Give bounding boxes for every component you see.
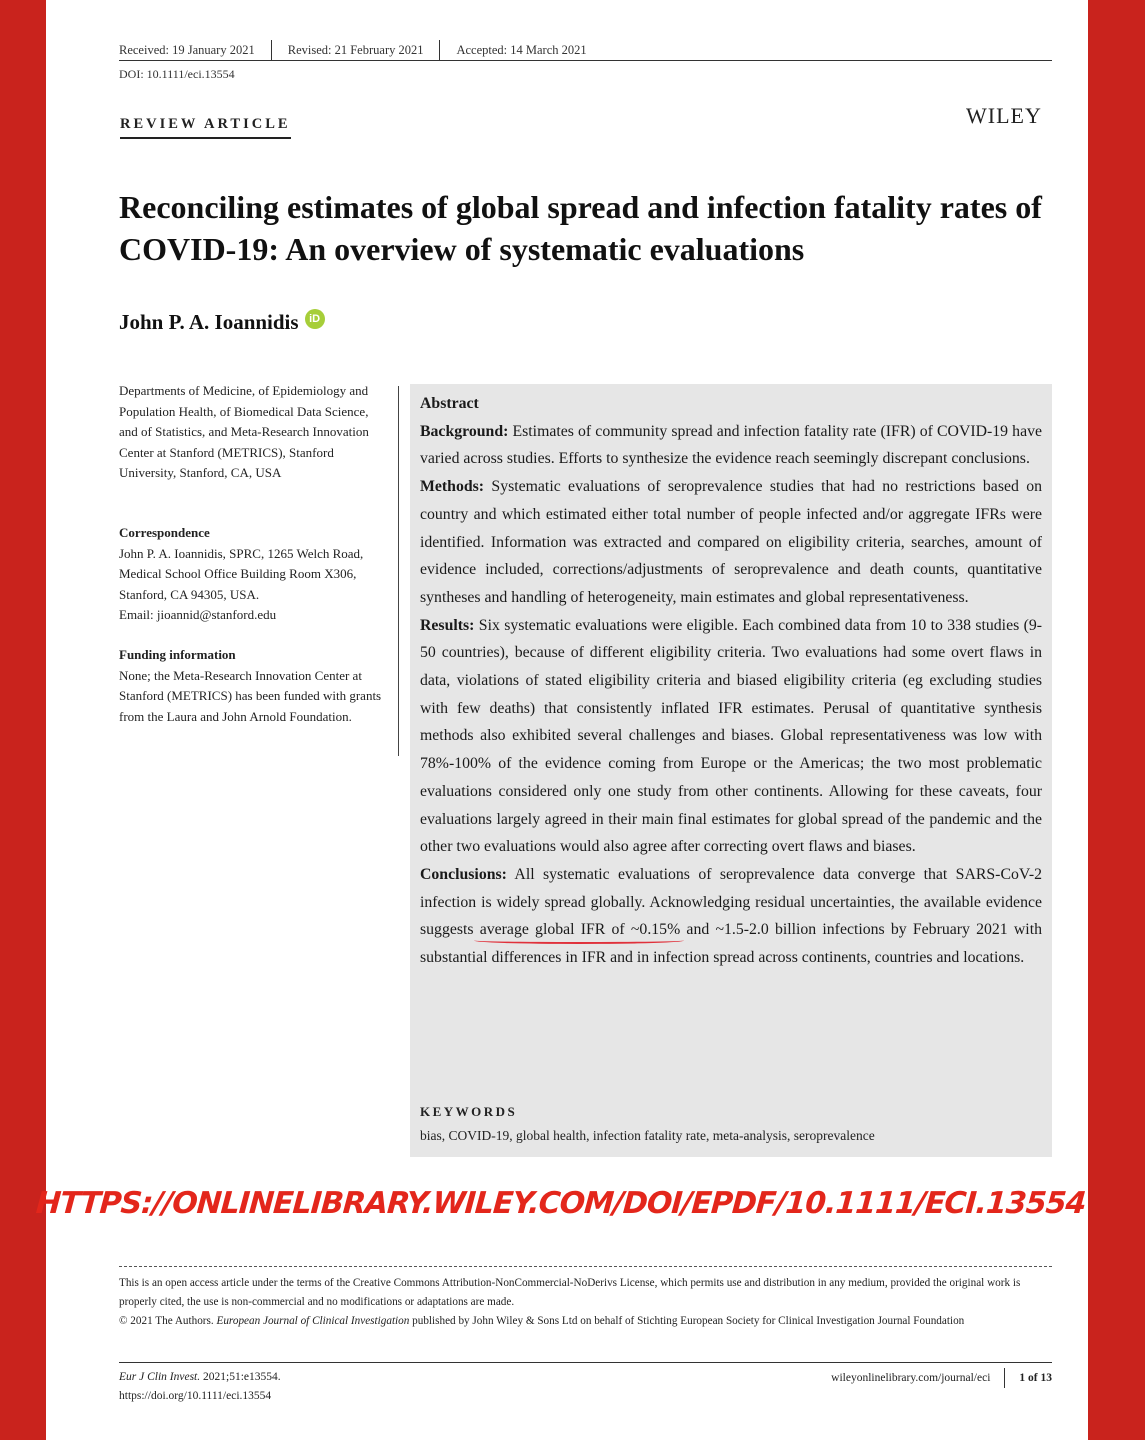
results-text: Six systematic evaluations were eligible. Each combined data from 10 to 338 studies (9-50 countries), because of different eligibility criteria. Two evaluations had some overt flaws in data, violations of stated eligibility criteria and biased eligibility criteria (eg excluding studies with few deaths) that consistently inflated IFR estimates. Perusal of quantitative synthesis methods also exhibited several challenges and biases. Global representativeness was low with 78%-100% of the evidence coming from Europe or the Americas; the two most problematic evaluations considered only one study from other continents. Allowing for these caveats, four evaluations largely agreed in their main final estimates for global spread of the pandemic and the other two evaluations would also agree after correcting overt flaws and biases. xyxy=(420,616,1043,856)
abstract-box xyxy=(410,384,1052,1157)
results-label: Results: xyxy=(420,616,475,634)
methods-label: Methods: xyxy=(420,478,485,496)
funding-block xyxy=(119,645,389,727)
publisher-logo: WILEY xyxy=(966,103,1042,128)
correspondence-heading: Correspondence xyxy=(119,525,210,540)
affiliation: Departments of Medicine, of Epidemiology and Population Health, of Biomedical Data Science, and of Statistics, and Meta-Research Innovation Center at Stanford (METRICS), Stanford University, Stanford, CA, USA xyxy=(119,383,369,480)
copyright-suffix: published by John Wiley & Sons Ltd on behalf of Stichting European Society for Clinical Investigation Journal Foundation xyxy=(409,1315,965,1327)
author-name: John P. A. Ioannidis xyxy=(119,310,299,334)
article-title: Reconciling estimates of global spread and infection fatality rates of COVID-19: An overview of systematic evaluations xyxy=(119,189,1042,267)
abstract-methods xyxy=(420,473,1042,612)
revised-date: Revised: 21 February 2021 xyxy=(287,42,424,57)
column-divider xyxy=(398,386,399,756)
correspondence-block xyxy=(119,523,389,626)
journal-name: European Journal of Clinical Investigation xyxy=(216,1315,410,1327)
history-dates xyxy=(119,40,587,60)
abstract-conclusions xyxy=(420,861,1042,972)
highlighted-ifr-text: average global IFR of ~0.15% xyxy=(479,921,681,939)
abstract-heading: Abstract xyxy=(420,395,479,412)
orcid-icon[interactable]: iD xyxy=(305,309,325,329)
overlay-url-link[interactable]: HTTPS://ONLINELIBRARY.WILEY.COM/DOI/EPDF/10.1111/ECI.13554 xyxy=(34,1186,1087,1221)
funding-heading: Funding information xyxy=(119,647,236,662)
background-text: Estimates of community spread and infection fatality rate (IFR) of COVID-19 have varied across studies. Efforts to synthesize the evidence reach seemingly discrepant conclusions. xyxy=(420,422,1043,468)
author-line xyxy=(119,310,325,335)
conclusions-text-end: and ~1.5-2.0 billion infections by February 2021 with substantial differences in IFR and in infection spread across continents, countries and locations. xyxy=(420,921,1042,967)
article-page xyxy=(46,0,1088,1440)
footer-citation xyxy=(119,1368,281,1406)
abstract-background xyxy=(420,418,1042,473)
keywords-list: bias, COVID-19, global health, infection fatality rate, meta-analysis, seroprevalence xyxy=(420,1128,875,1143)
correspondence-email[interactable]: Email: jioannid@stanford.edu xyxy=(119,607,277,622)
keywords-heading: KEYWORDS xyxy=(420,1104,518,1119)
doi: DOI: 10.1111/eci.13554 xyxy=(119,67,235,81)
copyright-line xyxy=(119,1312,1054,1331)
conclusions-label: Conclusions: xyxy=(420,865,507,883)
conclusions-text: All systematic evaluations of seroprevalence data converge that SARS-CoV-2 infection is widely spread globally. Acknowledging residual uncertainties, the available evidence suggests xyxy=(420,865,1042,939)
doi-link[interactable]: https://doi.org/10.1111/eci.13554 xyxy=(119,1390,272,1402)
copyright-prefix: © 2021 The Authors. xyxy=(119,1315,217,1327)
divider xyxy=(1004,1368,1005,1388)
page-number: 1 of 13 xyxy=(1019,1372,1052,1384)
background-label: Background: xyxy=(420,422,509,440)
divider xyxy=(439,40,440,60)
funding-text: None; the Meta-Research Innovation Center at Stanford (METRICS) has been funded with grants from the Laura and John Arnold Foundation. xyxy=(119,667,382,724)
accepted-date: Accepted: 14 March 2021 xyxy=(456,42,587,57)
journal-site-link[interactable]: wileyonlinelibrary.com/journal/eci xyxy=(831,1372,991,1384)
journal-abbrev: Eur J Clin Invest. xyxy=(119,1371,201,1383)
license-statement: This is an open access article under the terms of the Creative Commons Attribution-NonCommercial-NoDerivs License, which permits use and distribution in any medium, provided the original work is properly cited, the use is non-commercial and no modifications or adaptations are made. xyxy=(119,1277,1021,1308)
section-label: REVIEW ARTICLE xyxy=(120,116,291,139)
license-text xyxy=(119,1274,1054,1331)
header-rule xyxy=(119,60,1052,61)
correspondence-address: John P. A. Ioannidis, SPRC, 1265 Welch Road, Medical School Office Building Room X306, Stanford, CA 94305, USA. xyxy=(119,545,364,602)
citation: 2021;51:e13554. xyxy=(200,1371,281,1383)
methods-text: Systematic evaluations of seroprevalence studies that had no restrictions based on country and which estimated either total number of people infected and/or aggregate IFRs were identified. Information was extracted and compared on eligibility criteria, searches, amount of evidence included, corrections/adjustments of seroprevalence and death counts, quantitative syntheses and handling of heterogeneity, main estimates and global representativeness. xyxy=(420,478,1043,606)
footer-right xyxy=(831,1368,1052,1388)
received-date: Received: 19 January 2021 xyxy=(119,42,255,57)
footer-rule xyxy=(119,1362,1052,1363)
abstract-results xyxy=(420,612,1042,861)
license-divider xyxy=(119,1266,1052,1267)
divider xyxy=(271,40,272,60)
